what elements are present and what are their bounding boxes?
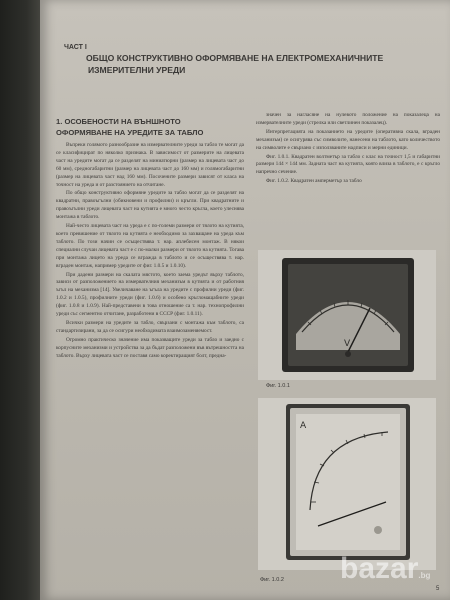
right-text-column <box>256 112 440 187</box>
left-text-column <box>56 142 244 361</box>
figure-caption-2: Фиг. 1.0.2 <box>260 577 284 583</box>
paragraph: Фиг. 1.0.2. Квадратен амперметър за табло <box>266 178 362 185</box>
watermark-tld: .bg <box>418 571 431 580</box>
book-page <box>40 0 450 600</box>
svg-text:V: V <box>344 339 351 349</box>
book-binding-edge <box>0 0 44 600</box>
chapter-heading-line-2: ИЗМЕРИТЕЛНИ УРЕДИ <box>88 65 186 75</box>
watermark-logo <box>340 552 430 586</box>
paragraph: значен за нагласяне на нулевото положение на показалеца на измервателните уреди (стрелка или светлинен показалец). <box>256 112 440 126</box>
section-title-line-1: 1. ОСОБЕНОСТИ НА ВЪНШНОТО <box>56 117 181 126</box>
paragraph: По общо конструктивно оформяне уредите за табло могат да се разделят на квадратни, правоъгълни (обикновени и профилни) и кръгли. При квадратните и правоъгълни уреди лицевата част на кутията е много често кръгла, което улеснява монтажа в таблото. <box>56 190 244 221</box>
part-label: ЧАСТ I <box>64 44 87 51</box>
paragraph: Най-често лицевата част на уреда е с по-големи размери от тялото на кутията, което превишение от тялото на кутията е необходимо за захващане на уреда към таблото. По този начин се осъществява т. нар. аплeбисен монтаж. В някои специални случаи лицевата част е с по-малки размери от тялото на кутията. Тогава при монтажа лицето на уреда се вгражда в таблото и се осъществява т. нар. вграден монтаж, например уредите от фиг. 1.0.5 и 1.0.10). <box>56 223 244 269</box>
paragraph: Въпреки голямото разнообразие на измервателните уреди за табло те могат да се класифицират по няколко признака. В зависимост от размерите на лицевата част на уредите могат да се разделят на миниатюрни (размер на лицевата част до 60 мм), средногабаритни (размер на лицевата част до 160 мм) и голямогабаритни (размер на лицевата част над 160 мм). Посочените размери зависят от класа на точност на уреда и от разстоянието на отчитане. <box>56 142 244 188</box>
svg-text:A: A <box>300 421 307 431</box>
paragraph: При дадени размери на скалата мястото, което заема уредът върху таблото, зависи от разположението на измервателния механизъм в кутията и от работния ъгъл на механизма [14]. Увеличаване на ъгъла на уредите с профилни уреди (фиг. 1.0.2 и 1.0.5), профилните уреди (фиг. 1.0.6) и особено кръгломащабните уреди (фиг. 1.0.8 и 1.0.9). Най-представени в това отношение са т. нар. технопрофилни уреди със сегментно отчитане, разработени в СССР (фиг. 1.0.11). <box>56 271 244 318</box>
chapter-heading-line-1: ОБЩО КОНСТРУКТИВНО ОФОРМЯВАНЕ НА ЕЛЕКТРОМЕХАНИЧНИТЕ <box>86 53 384 63</box>
section-title-line-2: ОФОРМЯВАНЕ НА УРЕДИТЕ ЗА ТАБЛО <box>56 128 204 137</box>
paragraph: Всички размери на уредите за табло, свързани с монтажа към таблото, са стандартизирани, за да се осигури необходимата взаимозаменяемост. <box>56 319 244 334</box>
ammeter-photo <box>258 398 436 570</box>
section-title <box>56 116 203 138</box>
paragraph: Интерпретацията на показанието на уредите (оперативна скала, вграден механизъм) се осигурява със символите, нанесени на таблото, като количеството на символите е свързано с използваните надписи и мерни единици. <box>256 128 440 151</box>
figure-caption-1: Фиг. 1.0.1 <box>266 383 290 389</box>
chapter-heading <box>86 52 416 76</box>
watermark-text: bazar <box>340 552 419 585</box>
page-number: 5 <box>436 586 440 592</box>
paragraph: Фиг. 1.0.1. Квадратен волтметър за табло с клас на точност 1,5 и габаритни размери 144 × 144 мм. Задната част на кутията, която влиза в таблото, е с кръгло напречно сечение. <box>256 153 440 176</box>
voltmeter-photo <box>258 250 436 380</box>
paragraph: Огромно практическо значение има показващите уреди за табло и заедно с корпусните механизми и устройства за да бъдат разположени във вътрешността на таблото. Върху лицевата част се поставя само коректиращият болт, предна- <box>56 336 244 359</box>
